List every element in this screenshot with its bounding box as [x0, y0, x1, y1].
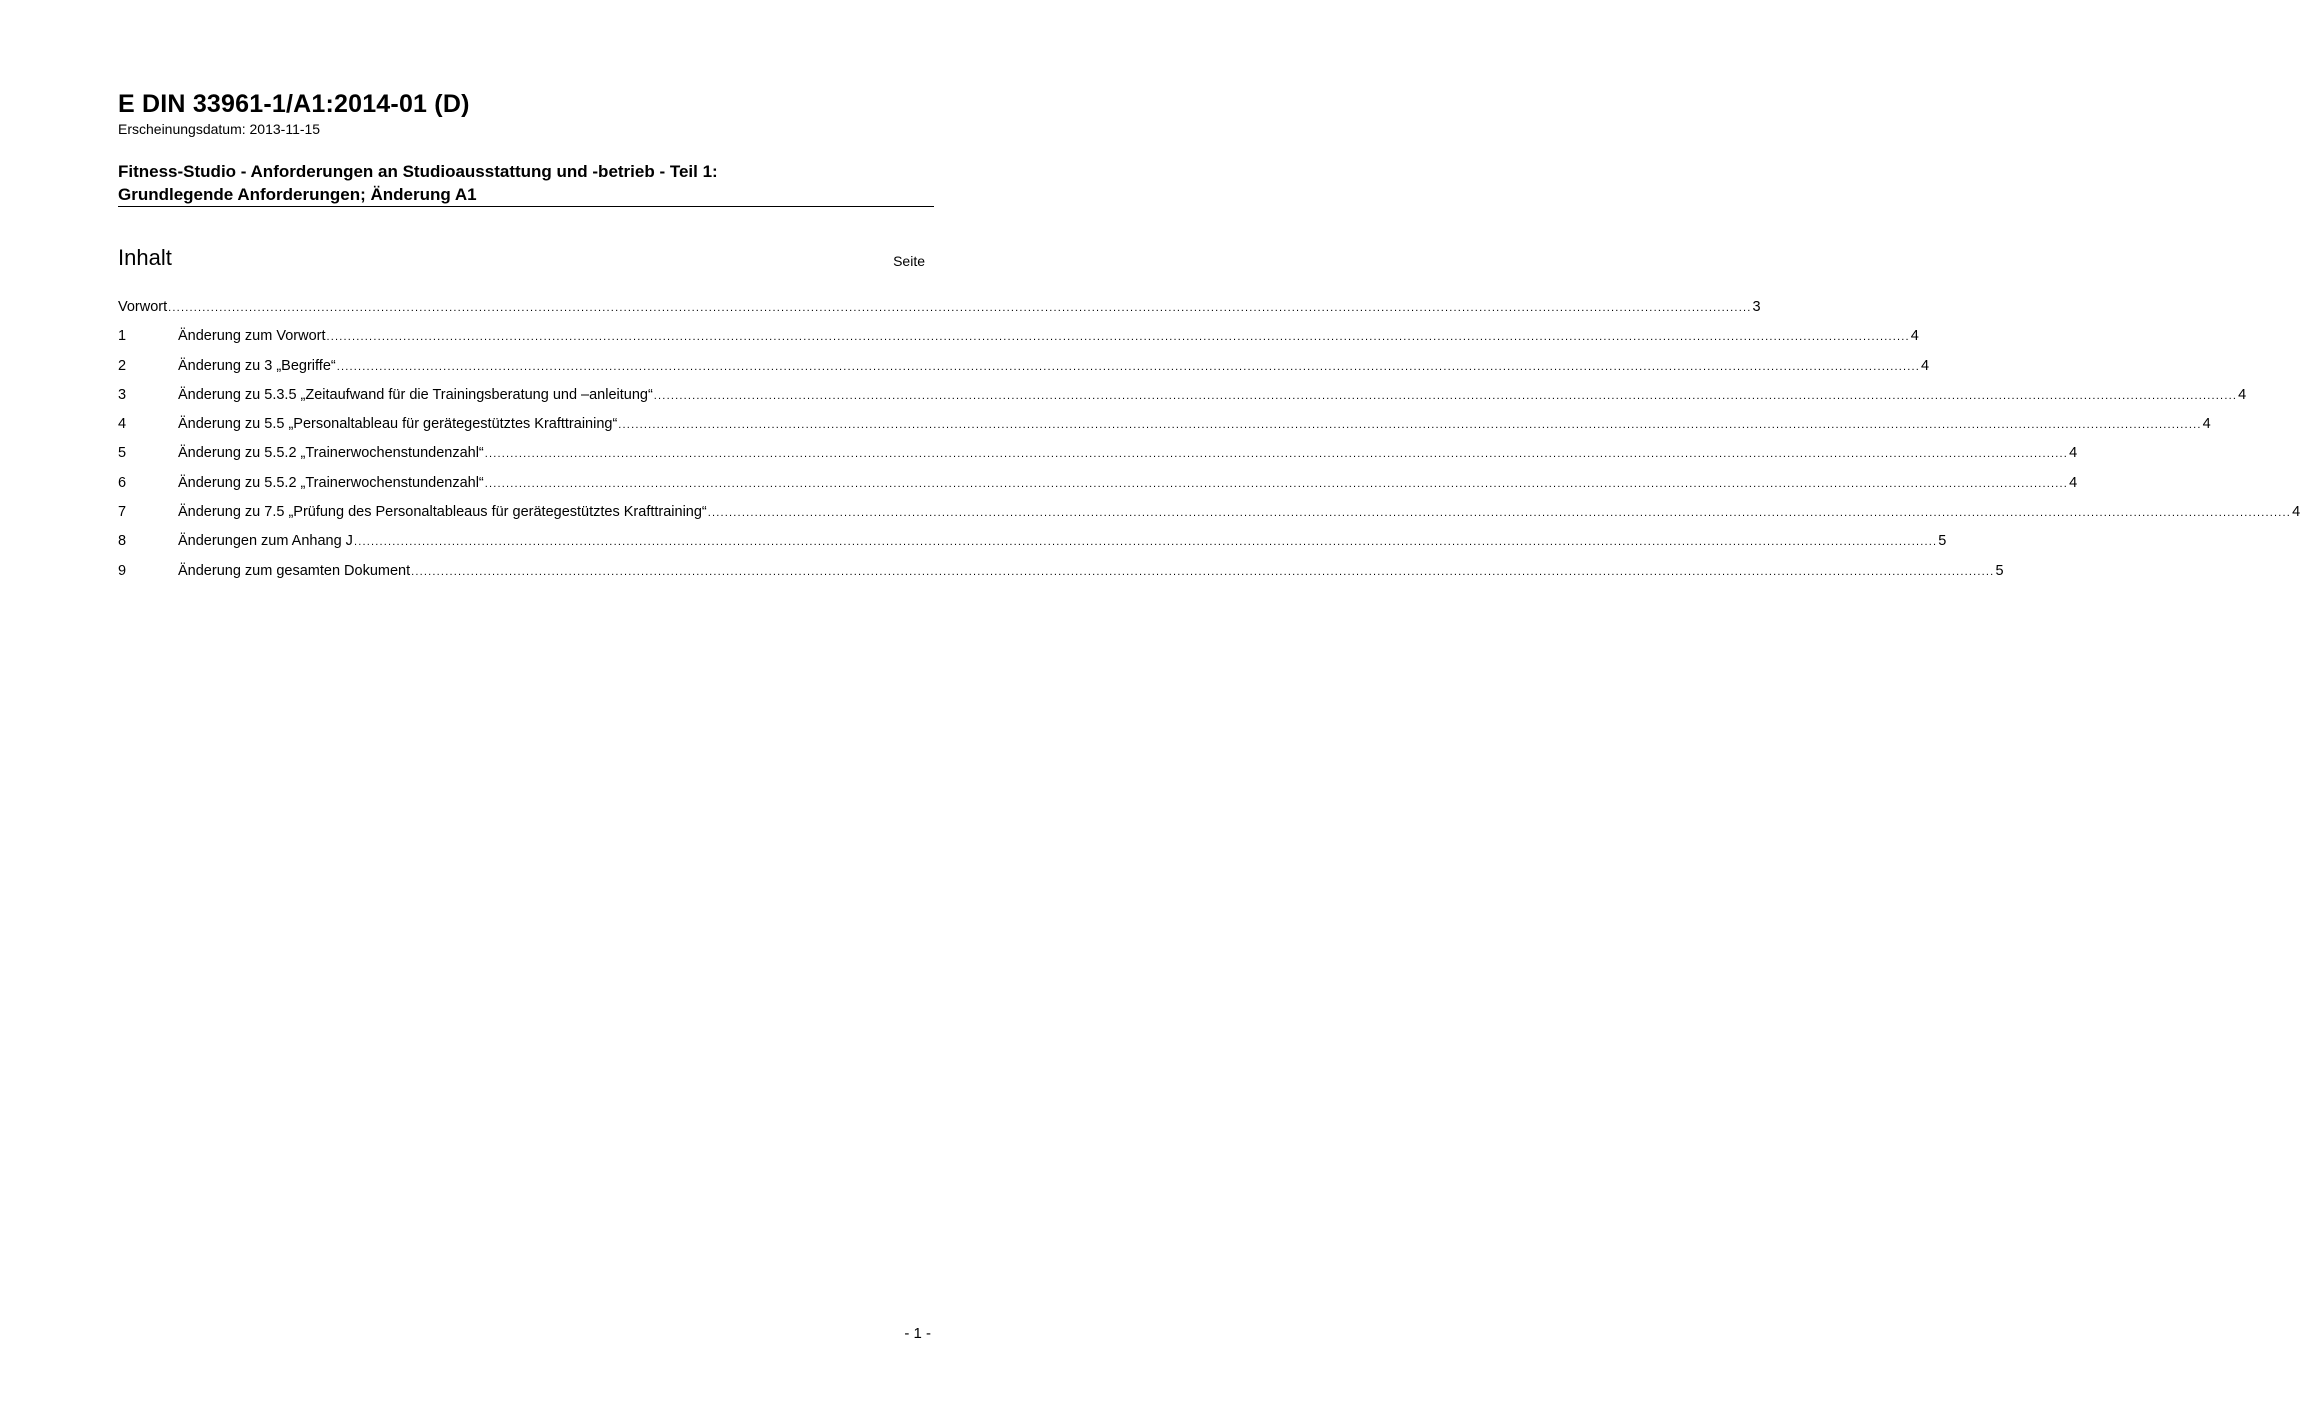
toc-entry-text: Änderung zu 5.3.5 „Zeitaufwand für die Trainingsberatung und –anleitung“ [178, 386, 653, 403]
document-id: E DIN 33961-1/A1:2014-01 (D) [118, 90, 470, 118]
toc-entry[interactable] [118, 299, 1761, 328]
toc-heading: Inhalt [118, 245, 172, 270]
toc-entry-number: 2 [118, 357, 127, 374]
toc-entry-number: 4 [118, 416, 127, 433]
toc-dot-leader [337, 361, 1920, 373]
toc-entry-number: 7 [118, 504, 127, 521]
toc-dot-leader [168, 302, 1751, 314]
toc-entry-page: 5 [1938, 533, 1947, 550]
toc-entry-page: 3 [1752, 299, 1761, 315]
toc-entry-page: 4 [2202, 416, 2211, 433]
toc-dot-leader [618, 419, 2201, 431]
toc-entry-page: 4 [2069, 474, 2078, 491]
toc-entry-page: 4 [1921, 357, 1930, 374]
toc-dot-leader [485, 448, 2068, 460]
toc-entry-page: 4 [2292, 504, 2300, 521]
title-divider [118, 206, 934, 207]
toc-entry[interactable] [118, 416, 2211, 445]
footer-page-number: - 1 - [904, 1325, 931, 1342]
toc-entry-number: 8 [118, 533, 127, 550]
toc-entry-page: 5 [1995, 562, 2004, 579]
toc-entry-text: Änderung zum Vorwort [178, 328, 326, 345]
toc-entry-number: 5 [118, 445, 127, 462]
toc-entry-number: 9 [118, 562, 127, 579]
toc-entry-text: Änderung zu 5.5.2 „Trainerwochenstundenzahl“ [178, 445, 484, 462]
toc-entry[interactable] [118, 445, 2078, 474]
toc-entry-page: 4 [2069, 445, 2078, 462]
toc-entry[interactable] [118, 357, 1930, 387]
toc-entry-text: Änderung zu 5.5.2 „Trainerwochenstundenzahl“ [178, 474, 484, 491]
toc-dot-leader [411, 566, 1994, 578]
publication-date: Erscheinungsdatum: 2013-11-15 [118, 121, 321, 137]
toc-entry-text: Änderung zu 5.5 „Personaltableau für gerätegestütztes Krafttraining“ [178, 416, 618, 433]
toc-entry-text: Änderung zu 3 „Begriffe“ [178, 357, 336, 374]
toc-entry-number: 3 [118, 386, 127, 403]
toc-entry-number: 1 [118, 328, 127, 345]
toc-entry[interactable] [118, 474, 2078, 504]
toc-entry-page: 4 [1910, 328, 1919, 345]
toc-entry-text: Änderungen zum Anhang J [178, 533, 353, 550]
toc-entry[interactable] [118, 562, 2004, 592]
toc-entry[interactable] [118, 504, 2300, 533]
document-title [118, 160, 933, 206]
table-of-contents [118, 299, 2300, 592]
toc-dot-leader [708, 507, 2291, 519]
toc-entry-text: Änderung zum gesamten Dokument [178, 562, 411, 579]
document-title-line-2: Grundlegende Anforderungen; Änderung A1 [118, 185, 477, 204]
toc-page-column-label: Seite [893, 253, 925, 269]
toc-entry[interactable] [118, 386, 2247, 416]
toc-entry-text: Änderung zu 7.5 „Prüfung des Personaltableaus für gerätegestütztes Krafttraining“ [178, 504, 707, 521]
toc-dot-leader [485, 478, 2068, 490]
document-title-line-1: Fitness-Studio - Anforderungen an Studioausstattung und -betrieb - Teil 1: [118, 162, 718, 181]
toc-dot-leader [354, 536, 1937, 548]
toc-entry[interactable] [118, 328, 1919, 357]
toc-entry-text: Vorwort [118, 299, 168, 315]
toc-entry-page: 4 [2238, 386, 2247, 403]
toc-dot-leader [654, 390, 2237, 402]
toc-entry-number: 6 [118, 474, 127, 491]
toc-dot-leader [327, 331, 1910, 343]
toc-entry[interactable] [118, 533, 1947, 562]
